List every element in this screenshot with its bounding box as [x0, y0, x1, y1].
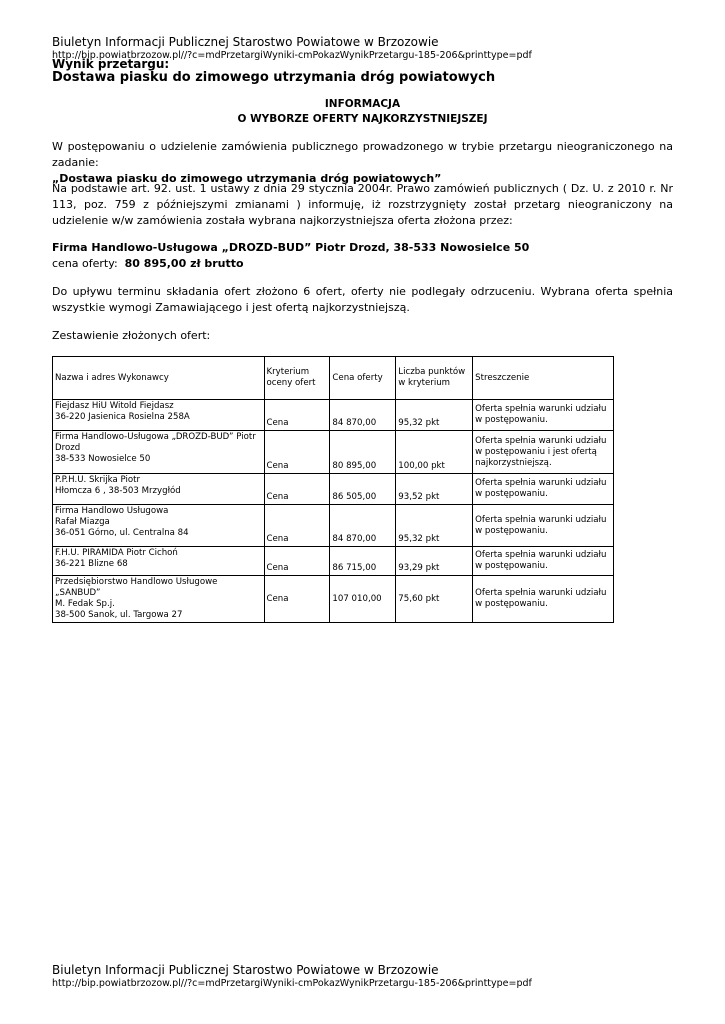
- contractor-line: 36-221 Blizne 68: [55, 559, 128, 569]
- price-cell: 86 505,00: [330, 474, 396, 505]
- header-price: Cena oferty: [330, 357, 396, 400]
- footer-title: Biuletyn Informacji Publicznej Starostwo Powiatowe w Brzozowie: [52, 963, 439, 977]
- criterion-cell: Cena: [264, 576, 330, 623]
- table-row: [53, 474, 614, 505]
- contractor-line: F.H.U. PIRAMIDA Piotr Cichoń: [55, 548, 178, 558]
- header-summary: Streszczenie: [473, 357, 614, 400]
- contractor-cell: [53, 505, 265, 547]
- criterion-cell: Cena: [264, 431, 330, 474]
- legal-paragraph: Na podstawie art. 92. ust. 1 ustawy z dnia 29 stycznia 2004r. Prawo zamówień publicznych ( Dz. U. z 2010 r. Nr 113, poz. 759 z późniejszymi zmianami ) informuję, iż rozstrzygnięty został przetarg nieograniczony na udzielenie w/w zamówienia została wybrana najkorzystniejsza oferta złożona przez:: [52, 182, 673, 227]
- price-line: [52, 256, 673, 272]
- contractor-line: M. Fedak Sp.j.: [55, 599, 115, 609]
- summary-cell: Oferta spełnia warunki udziału w postępowaniu.: [473, 474, 614, 505]
- offers-table: [52, 356, 614, 623]
- summary-paragraph: Do upływu terminu składania ofert złożono 6 ofert, oferty nie podlegały odrzuceniu. Wybrana oferta spełnia wszystkie wymogi Zamawiającego i jest ofertą najkorzystniejszą.: [52, 285, 673, 314]
- table-header-row: [53, 357, 614, 400]
- table-row: [53, 576, 614, 623]
- summary-cell: Oferta spełnia warunki udziału w postępowaniu.: [473, 505, 614, 547]
- table-row: [53, 505, 614, 547]
- criterion-cell: Cena: [264, 547, 330, 576]
- price-cell: 107 010,00: [330, 576, 396, 623]
- header-url: http://bip.powiatbrzozow.pl//?c=mdPrzetargiWyniki-cmPokazWynikPrzetargu-185-206&printtype=pdf: [52, 50, 532, 61]
- price-cell: 80 895,00: [330, 431, 396, 474]
- list-label: Zestawienie złożonych ofert:: [52, 329, 211, 342]
- points-cell: 100,00 pkt: [396, 431, 473, 474]
- contractor-line: 36-220 Jasienica Rosielna 258A: [55, 412, 190, 422]
- table-row: [53, 547, 614, 576]
- criterion-cell: Cena: [264, 400, 330, 431]
- intro-text: W postępowaniu o udzielenie zamówienia publicznego prowadzonego w trybie przetargu nieograniczonego na zadanie:: [52, 140, 673, 169]
- info-heading: INFORMACJA: [324, 98, 401, 110]
- points-cell: 75,60 pkt: [396, 576, 473, 623]
- summary-cell: Oferta spełnia warunki udziału w postępowaniu.: [473, 576, 614, 623]
- criterion-cell: Cena: [264, 474, 330, 505]
- points-cell: 93,29 pkt: [396, 547, 473, 576]
- header-title: Biuletyn Informacji Publicznej Starostwo Powiatowe w Brzozowie: [52, 35, 439, 49]
- winner-block: [52, 240, 673, 272]
- result-label: Wynik przetargu:: [52, 57, 170, 71]
- contractor-line: 38-500 Sanok, ul. Targowa 27: [55, 610, 183, 620]
- contractor-cell: [53, 576, 265, 623]
- contractor-cell: [53, 431, 265, 474]
- contractor-line: 36-051 Górno, ul. Centralna 84: [55, 528, 189, 538]
- contractor-line: Przedsiębiorstwo Handlowo Usługowe „SANBUD”: [55, 577, 218, 598]
- price-value: 80 895,00 zł brutto: [124, 257, 244, 270]
- summary-cell: Oferta spełnia warunki udziału w postępowaniu i jest ofertą najkorzystniejszą.: [473, 431, 614, 474]
- contractor-line: Firma Handlowo-Usługowa „DROZD-BUD” Piotr Drozd: [55, 432, 256, 453]
- contractor-line: Firma Handlowo Usługowa: [55, 506, 169, 516]
- table-row: [53, 400, 614, 431]
- contractor-line: 38-533 Nowosielce 50: [55, 454, 151, 464]
- contractor-cell: [53, 547, 265, 576]
- price-cell: 84 870,00: [330, 505, 396, 547]
- info-subheading: O WYBORZE OFERTY NAJKORZYSTNIEJSZEJ: [237, 113, 488, 125]
- winner-name: Firma Handlowo-Usługowa „DROZD-BUD” Piotr Drozd, 38-533 Nowosielce 50: [52, 241, 530, 254]
- header-points: Liczba punktów w kryterium: [396, 357, 473, 400]
- price-label: cena oferty:: [52, 257, 118, 270]
- contractor-line: P.P.H.U. Skrijka Piotr: [55, 475, 141, 485]
- summary-cell: Oferta spełnia warunki udziału w postępowaniu.: [473, 400, 614, 431]
- contractor-line: Fiejdasz HiU Witold Fiejdasz: [55, 401, 174, 411]
- points-cell: 93,52 pkt: [396, 474, 473, 505]
- header-criterion: Kryterium oceny ofert: [264, 357, 330, 400]
- table-row: [53, 431, 614, 474]
- contractor-cell: [53, 400, 265, 431]
- contractor-line: Rafał Miazga: [55, 517, 110, 527]
- document-title: Dostawa piasku do zimowego utrzymania dróg powiatowych: [52, 70, 496, 85]
- points-cell: 95,32 pkt: [396, 505, 473, 547]
- points-cell: 95,32 pkt: [396, 400, 473, 431]
- price-cell: 86 715,00: [330, 547, 396, 576]
- summary-cell: Oferta spełnia warunki udziału w postępowaniu.: [473, 547, 614, 576]
- header-contractor: Nazwa i adres Wykonawcy: [53, 357, 265, 400]
- footer-url: http://bip.powiatbrzozow.pl//?c=mdPrzetargiWyniki-cmPokazWynikPrzetargu-185-206&printtype=pdf: [52, 978, 532, 989]
- task-name: „Dostawa piasku do zimowego utrzymania dróg powiatowych”: [52, 172, 442, 185]
- criterion-cell: Cena: [264, 505, 330, 547]
- contractor-cell: [53, 474, 265, 505]
- intro-paragraph: [52, 139, 673, 187]
- contractor-line: Hłomcza 6 , 38-503 Mrzygłód: [55, 486, 181, 496]
- price-cell: 84 870,00: [330, 400, 396, 431]
